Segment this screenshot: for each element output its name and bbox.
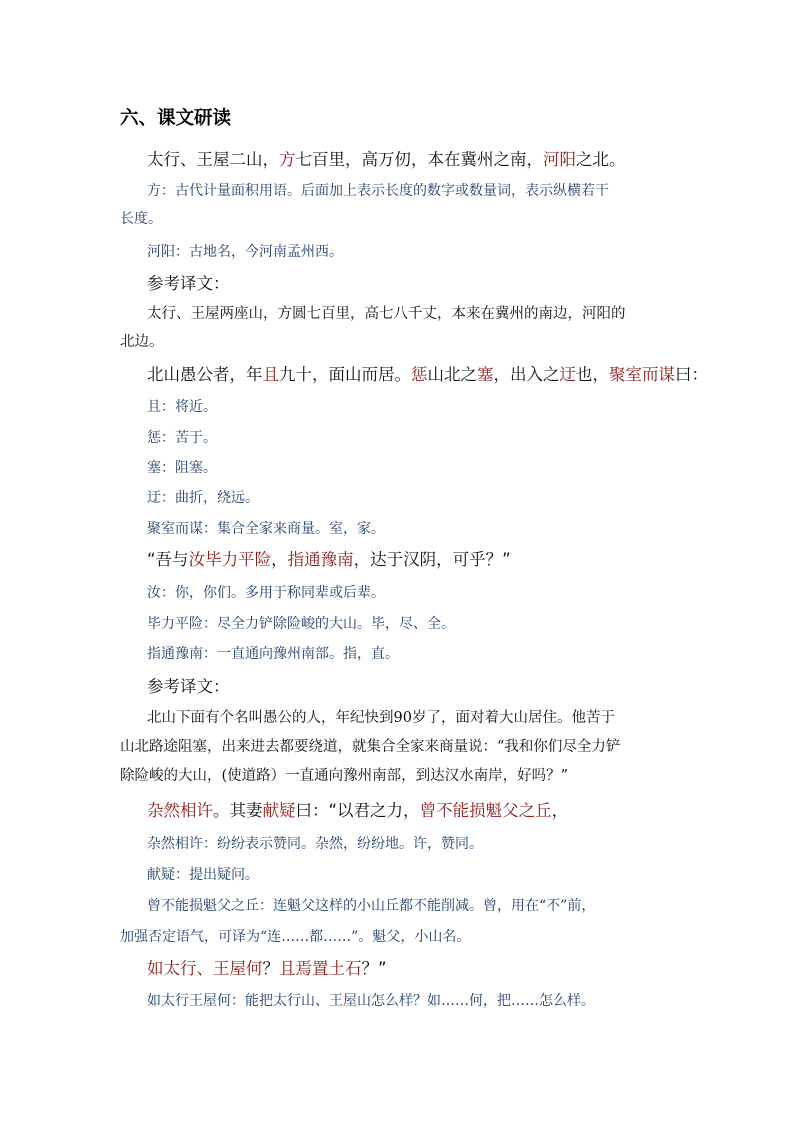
original-text: 也， bbox=[576, 365, 609, 384]
translation-line: 山北路途阻塞，出来进去都要绕道，就集合全家来商量说：“我和你们尽全力铲 bbox=[120, 739, 621, 755]
key-term: 方 bbox=[279, 150, 296, 169]
key-term: 如太行、王屋何 bbox=[147, 959, 263, 978]
translation-line: 北山下面有个名叫愚公的人，年纪快到90岁了，面对着大山居住。他苦于 bbox=[147, 710, 615, 726]
original-text: ， bbox=[551, 801, 569, 820]
original-text-line bbox=[147, 797, 568, 821]
key-term: 迂 bbox=[559, 365, 576, 384]
translation-line: 北边。 bbox=[120, 334, 164, 350]
annotation: 汝：你，你们。多用于称同辈或后辈。 bbox=[147, 585, 385, 601]
key-term: 塞 bbox=[477, 365, 494, 384]
annotation: 曾不能损魁父之丘：连魁父这样的小山丘都不能削减。曾，用在“不”前， bbox=[147, 898, 596, 914]
annotation: 迂：曲折，绕远。 bbox=[147, 490, 259, 506]
key-term: 指通豫南 bbox=[287, 550, 354, 569]
original-text-line bbox=[147, 361, 708, 385]
original-text-line bbox=[147, 146, 626, 170]
key-term: 汝 bbox=[188, 550, 206, 569]
key-term: 且 bbox=[262, 365, 279, 384]
annotation: 杂然相许：纷纷表示赞同。杂然，纷纷地。许，赞同。 bbox=[147, 836, 483, 852]
reference-translation-label: 参考译文： bbox=[147, 677, 230, 696]
annotation: 如太行王屋何：能把太行山、王屋山怎么样？如……何，把……怎么样。 bbox=[147, 993, 595, 1009]
section-title: 六、课文研读 bbox=[120, 108, 232, 129]
annotation: 方：古代计量面积用语。后面加上表示长度的数字或数量词，表示纵横若干 bbox=[147, 183, 609, 199]
annotation: 长度。 bbox=[120, 211, 162, 227]
key-term: 且焉置土石 bbox=[279, 959, 362, 978]
original-text: 九十，面山而居。 bbox=[279, 365, 411, 384]
annotation: 河阳：古地名，今河南孟州西。 bbox=[147, 244, 343, 260]
key-term: 毕力平险 bbox=[205, 550, 272, 569]
key-term: 杂然相许 bbox=[147, 801, 213, 820]
key-term: 聚室而谋 bbox=[609, 365, 675, 384]
original-text: 曰：“以君之力， bbox=[295, 801, 420, 820]
original-text: ？” bbox=[361, 959, 387, 978]
annotation: 加强否定语气，可译为“连……都……”。魁父，小山名。 bbox=[120, 929, 471, 945]
original-text: ，出入之 bbox=[493, 365, 560, 384]
annotation: 塞：阻塞。 bbox=[147, 460, 217, 476]
original-text: ， bbox=[271, 550, 288, 569]
original-text: 之北。 bbox=[576, 150, 626, 169]
original-text: 太行、王屋二山， bbox=[147, 150, 279, 169]
original-text: “吾与 bbox=[147, 550, 189, 569]
annotation: 聚室而谋：集合全家来商量。室，家。 bbox=[147, 521, 385, 537]
original-text: 。其妻 bbox=[213, 801, 263, 820]
annotation: 且：将近。 bbox=[147, 399, 217, 415]
key-term: 河阳 bbox=[543, 150, 576, 169]
annotation: 毕力平险：尽全力铲除险峻的大山。毕，尽、全。 bbox=[147, 616, 455, 632]
original-text-line bbox=[147, 955, 387, 979]
reference-translation-label: 参考译文： bbox=[147, 274, 230, 293]
annotation: 献疑：提出疑问。 bbox=[147, 867, 259, 883]
key-term: 献疑 bbox=[262, 801, 296, 820]
original-text: ，达于汉阴，可乎？” bbox=[353, 550, 511, 569]
key-term: 惩 bbox=[411, 365, 428, 384]
annotation: 惩：苦于。 bbox=[147, 430, 217, 446]
original-text: ？ bbox=[262, 959, 279, 978]
original-text: 七百里，高万仞，本在冀州之南， bbox=[295, 150, 543, 169]
annotation: 指通豫南：一直通向豫州南部。指，直。 bbox=[147, 646, 399, 662]
original-text: 曰： bbox=[675, 365, 708, 384]
translation-line: 除险峻的大山，(使道路）一直通向豫州南部，到达汉水南岸，好吗？” bbox=[120, 768, 569, 784]
original-text-line bbox=[147, 546, 511, 570]
key-term: 曾不能损魁父之丘 bbox=[419, 801, 552, 820]
original-text: 北山愚公者，年 bbox=[147, 365, 263, 384]
translation-line: 太行、王屋两座山，方圆七百里，高七八千丈，本来在冀州的南边，河阳的 bbox=[147, 306, 626, 322]
original-text: 山北之 bbox=[427, 365, 477, 384]
